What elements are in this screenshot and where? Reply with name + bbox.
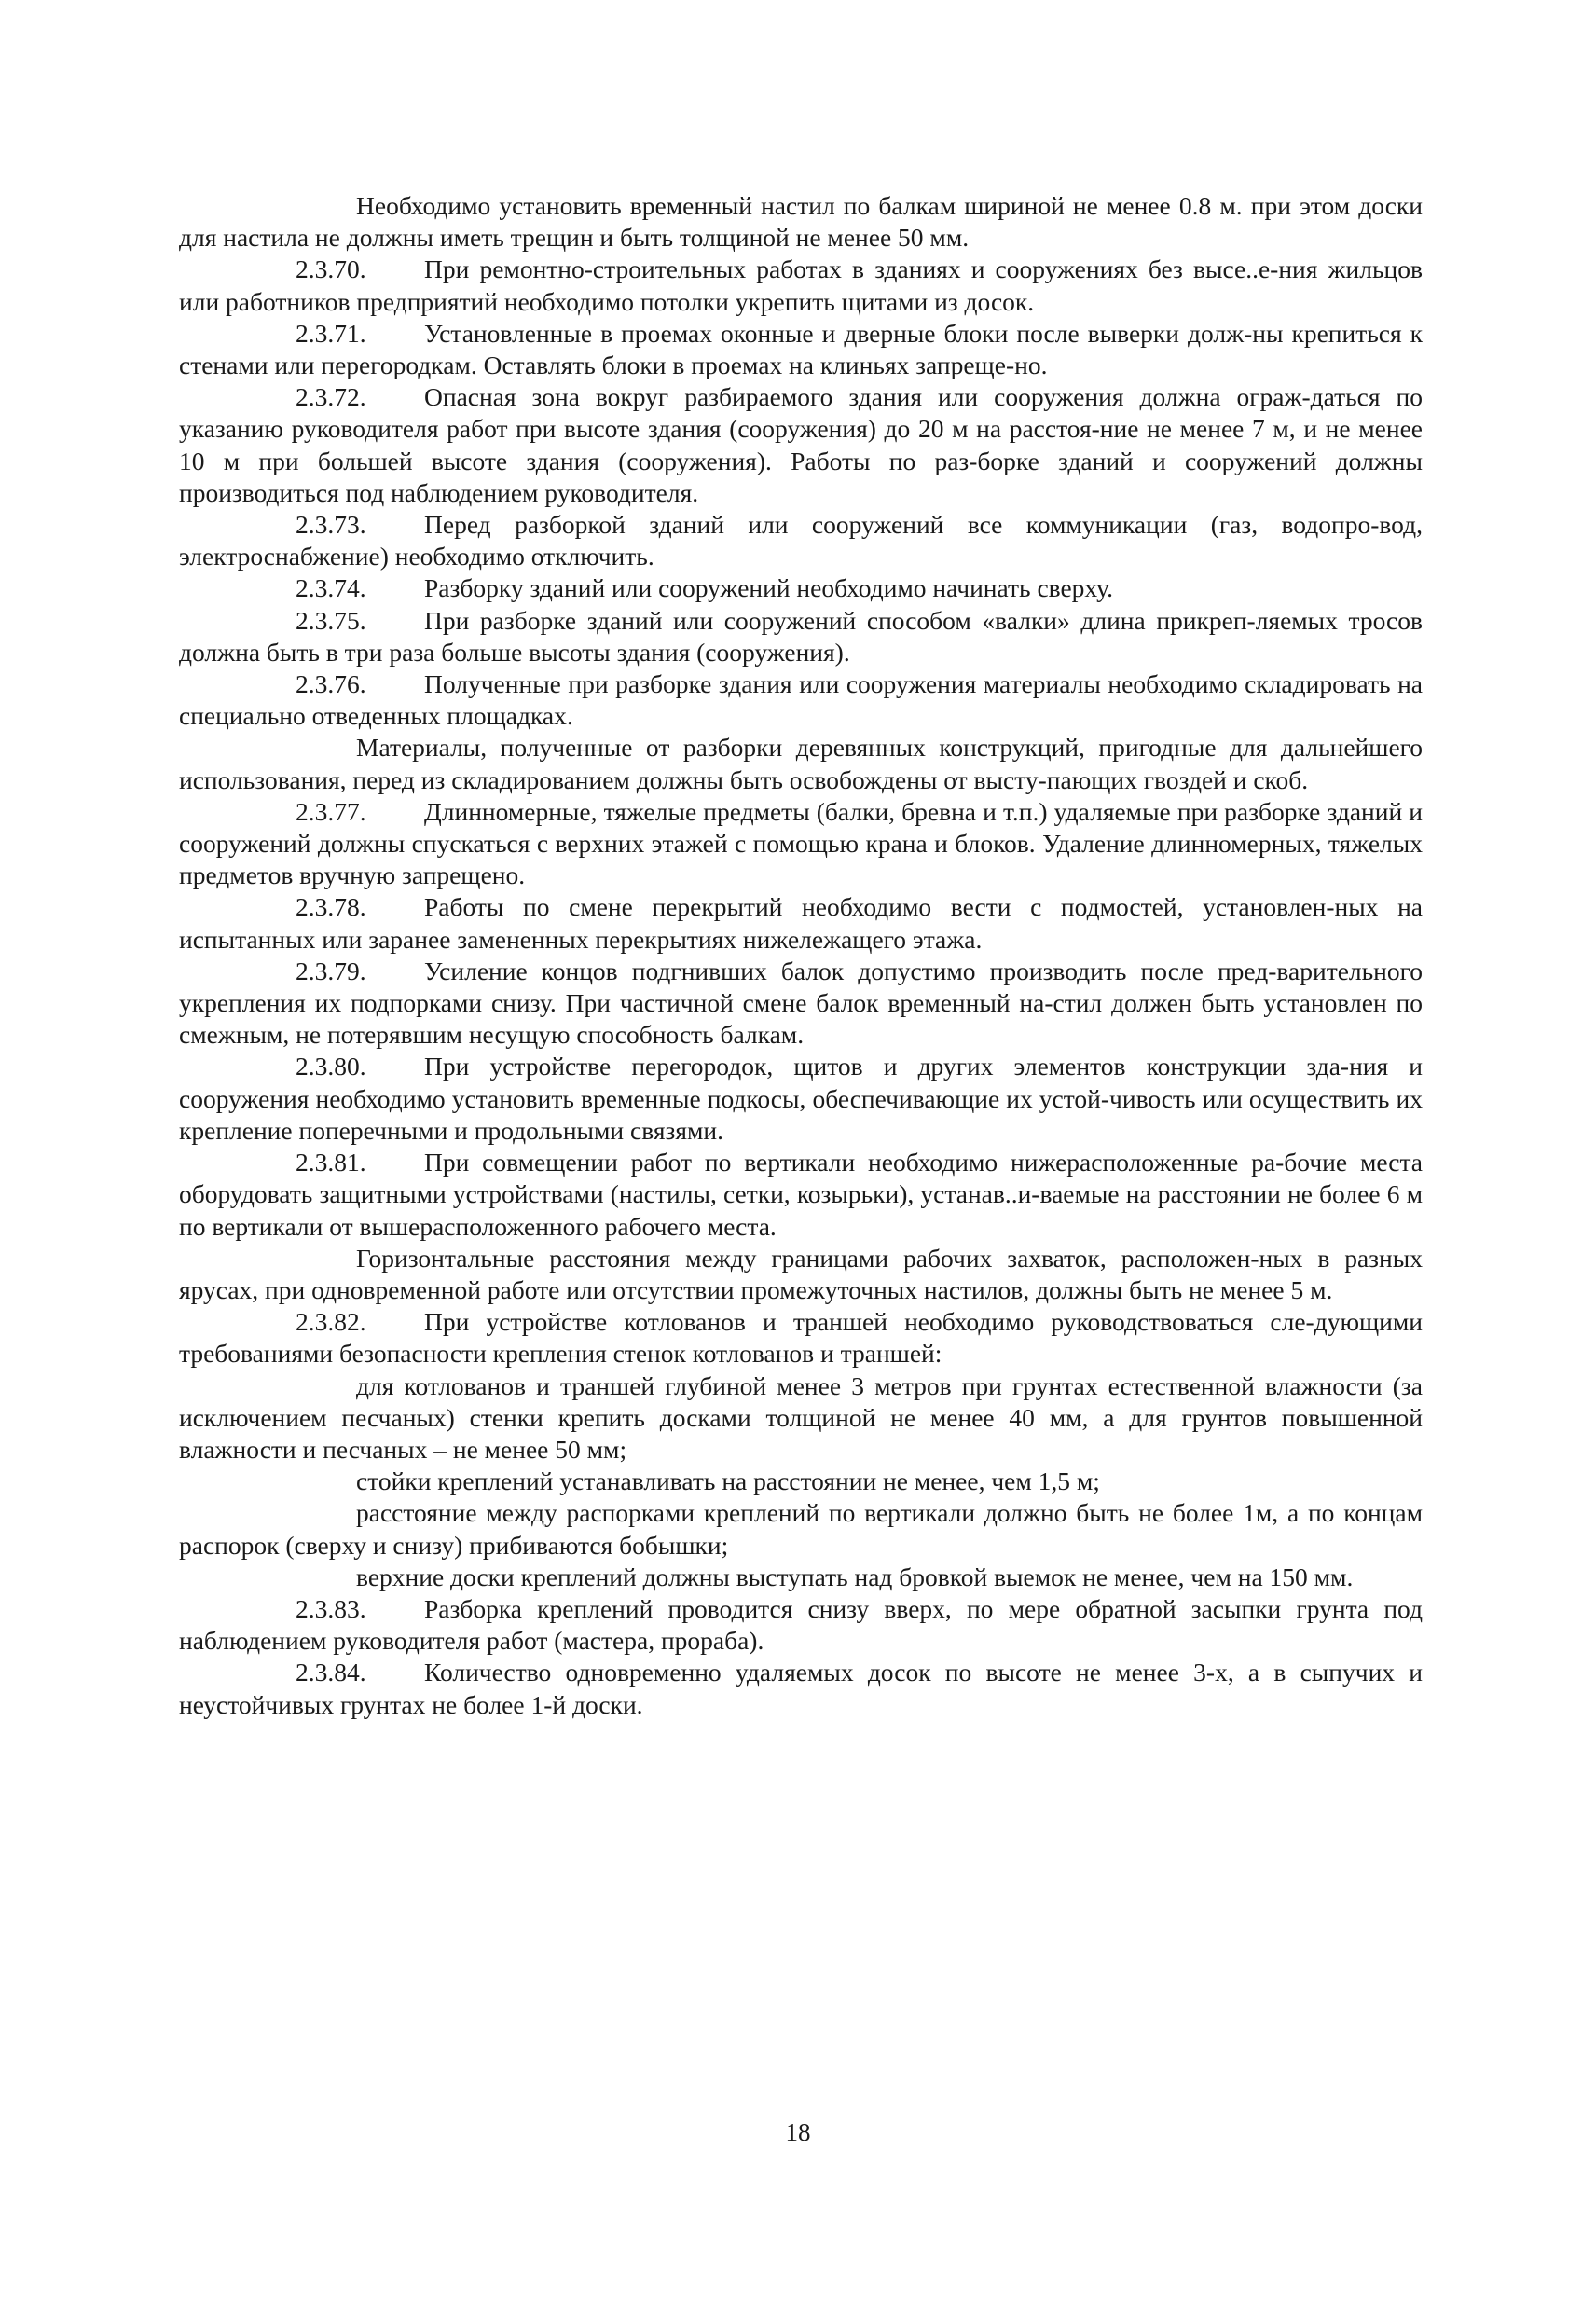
clause-number: 2.3.71. xyxy=(296,318,366,348)
clause-number: 2.3.75. xyxy=(296,605,366,635)
clause-paragraph xyxy=(179,1657,1423,1720)
paragraph-text: Необходимо установить временный настил по балкам шириной не менее 0.8 м. при этом доски для настила не должны иметь трещин и быть толщиной не менее 50 мм. xyxy=(179,191,1423,253)
clause-number: 2.3.74. xyxy=(296,573,366,603)
clause-paragraph xyxy=(179,956,1423,1052)
paragraph-text: При устройстве перегородок, щитов и других элементов конструкции зда-ния и сооружения необходимо установить временные подкосы, обеспечивающие их устой-чивость или осуществить их крепление поперечными и продольными связями. xyxy=(179,1052,1423,1145)
clause-paragraph xyxy=(179,1593,1423,1657)
document-body xyxy=(179,190,1423,1721)
clause-number: 2.3.72. xyxy=(296,382,366,412)
clause-paragraph xyxy=(179,605,1423,668)
paragraph-text: При устройстве котлованов и траншей необходимо руководствоваться сле-дующими требованиями безопасности крепления стенок котлованов и траншей: xyxy=(179,1307,1423,1369)
clause-number: 2.3.70. xyxy=(296,255,366,284)
paragraph-text: Разборку зданий или сооружений необходимо начинать сверху. xyxy=(424,573,1114,603)
clause-paragraph xyxy=(179,381,1423,509)
paragraph-text: для котлованов и траншей глубиной менее 3 метров при грунтах естественной влажности (за исключением песчаных) стенки крепить досками толщиной не менее 40 мм, а для грунтов повышенной влажности и песчаных – не менее 50 мм; xyxy=(179,1370,1423,1464)
text-paragraph xyxy=(179,1562,1423,1593)
clause-paragraph xyxy=(179,1051,1423,1147)
paragraph-text: Усиление концов подгнивших балок допустимо производить после пред-варительного укрепления их подпорками снизу. При частичной смене балок временный на-стил должен быть установлен по смежным, не потерявшим несущую способность балкам. xyxy=(179,956,1423,1050)
clause-paragraph xyxy=(179,318,1423,381)
text-paragraph xyxy=(179,190,1423,254)
clause-paragraph xyxy=(179,1147,1423,1243)
clause-number: 2.3.73. xyxy=(296,510,366,540)
text-paragraph xyxy=(179,1466,1423,1497)
clause-number: 2.3.77. xyxy=(296,796,366,826)
page-number: 18 xyxy=(785,2118,811,2146)
clause-paragraph xyxy=(179,668,1423,732)
paragraph-text: Опасная зона вокруг разбираемого здания или сооружения должна ограж-даться по указанию руководителя работ при высоте здания (сооружения) до 20 м на расстоя-ние не менее 7 м, и не менее 10 м при большей высоте здания (сооружения). Работы по раз-борке зданий и сооружений должны производиться под наблюдением руководителя. xyxy=(179,382,1423,507)
paragraph-text: При ремонтно-строительных работах в зданиях и сооружениях без высе..е-ния жильцов или работников предприятий необходимо потолки укрепить щитами из досок. xyxy=(179,255,1423,316)
clause-number: 2.3.80. xyxy=(296,1052,366,1081)
clause-number: 2.3.76. xyxy=(296,669,366,699)
paragraph-text: стойки креплений устанавливать на расстоянии не менее, чем 1,5 м; xyxy=(356,1466,1100,1496)
clause-number: 2.3.78. xyxy=(296,892,366,922)
paragraph-text: Установленные в проемах оконные и дверные блоки после выверки долж-ны крепиться к стенами или перегородкам. Оставлять блоки в проемах на клиньях запреще-но. xyxy=(179,318,1423,380)
clause-paragraph xyxy=(179,509,1423,572)
paragraph-text: Работы по смене перекрытий необходимо вести с подмостей, установлен-ных на испытанных или заранее замененных перекрытиях нижележащего этажа. xyxy=(179,892,1423,954)
paragraph-text: Материалы, полученные от разборки деревянных конструкций, пригодные для дальнейшего использования, перед из складированием должны быть освобождены от высту-пающих гвоздей и скоб. xyxy=(179,733,1423,794)
text-paragraph xyxy=(179,732,1423,795)
paragraph-text: При разборке зданий или сооружений способом «валки» длина прикреп-ляемых тросов должна быть в три раза больше высоты здания (сооружения). xyxy=(179,605,1423,667)
clause-number: 2.3.83. xyxy=(296,1593,366,1623)
text-paragraph xyxy=(179,1497,1423,1561)
paragraph-text: расстояние между распорками креплений по вертикали должно быть не более 1м, а по концам распорок (сверху и снизу) прибиваются бобышки; xyxy=(179,1498,1423,1560)
text-paragraph xyxy=(179,1370,1423,1466)
clause-paragraph xyxy=(179,796,1423,892)
text-paragraph xyxy=(179,1243,1423,1306)
paragraph-text: Разборка креплений проводится снизу вверх, по мере обратной засыпки грунта под наблюдением руководителя работ (мастера, прораба). xyxy=(179,1593,1423,1656)
clause-paragraph xyxy=(179,891,1423,955)
clause-number: 2.3.81. xyxy=(296,1148,366,1177)
paragraph-text: Длинномерные, тяжелые предметы (балки, бревна и т.п.) удаляемые при разборке зданий и сооружений должны спускаться с верхних этажей с помощью крана и блоков. Удаление длинномерных, тяжелых предметов вручную запрещено. xyxy=(179,796,1423,890)
clause-paragraph xyxy=(179,1306,1423,1370)
paragraph-text: Полученные при разборке здания или сооружения материалы необходимо складировать на специально отведенных площадках. xyxy=(179,669,1423,731)
paragraph-text: Перед разборкой зданий или сооружений все коммуникации (газ, водопро-вод, электроснабжение) необходимо отключить. xyxy=(179,510,1423,571)
paragraph-text: Горизонтальные расстояния между границами рабочих захваток, расположен-ных в разных ярусах, при одновременной работе или отсутствии промежуточных настилов, должны быть не менее 5 м. xyxy=(179,1243,1423,1304)
clause-number: 2.3.79. xyxy=(296,956,366,985)
paragraph-text: верхние доски креплений должны выступать над бровкой выемок не менее, чем на 150 мм. xyxy=(356,1562,1354,1591)
paragraph-text: При совмещении работ по вертикали необходимо нижерасположенные ра-бочие места оборудовать защитными устройствами (настилы, сетки, козырьки), устанав..и-ваемые на расстоянии не более 6 м по вертикали от вышерасположенного рабочего места. xyxy=(179,1148,1423,1241)
clause-paragraph xyxy=(179,572,1423,604)
clause-number: 2.3.84. xyxy=(296,1658,366,1687)
clause-number: 2.3.82. xyxy=(296,1307,366,1337)
clause-paragraph xyxy=(179,254,1423,317)
paragraph-text: Количество одновременно удаляемых досок по высоте не менее 3-х, а в сыпучих и неустойчивых грунтах не более 1-й доски. xyxy=(179,1658,1423,1719)
